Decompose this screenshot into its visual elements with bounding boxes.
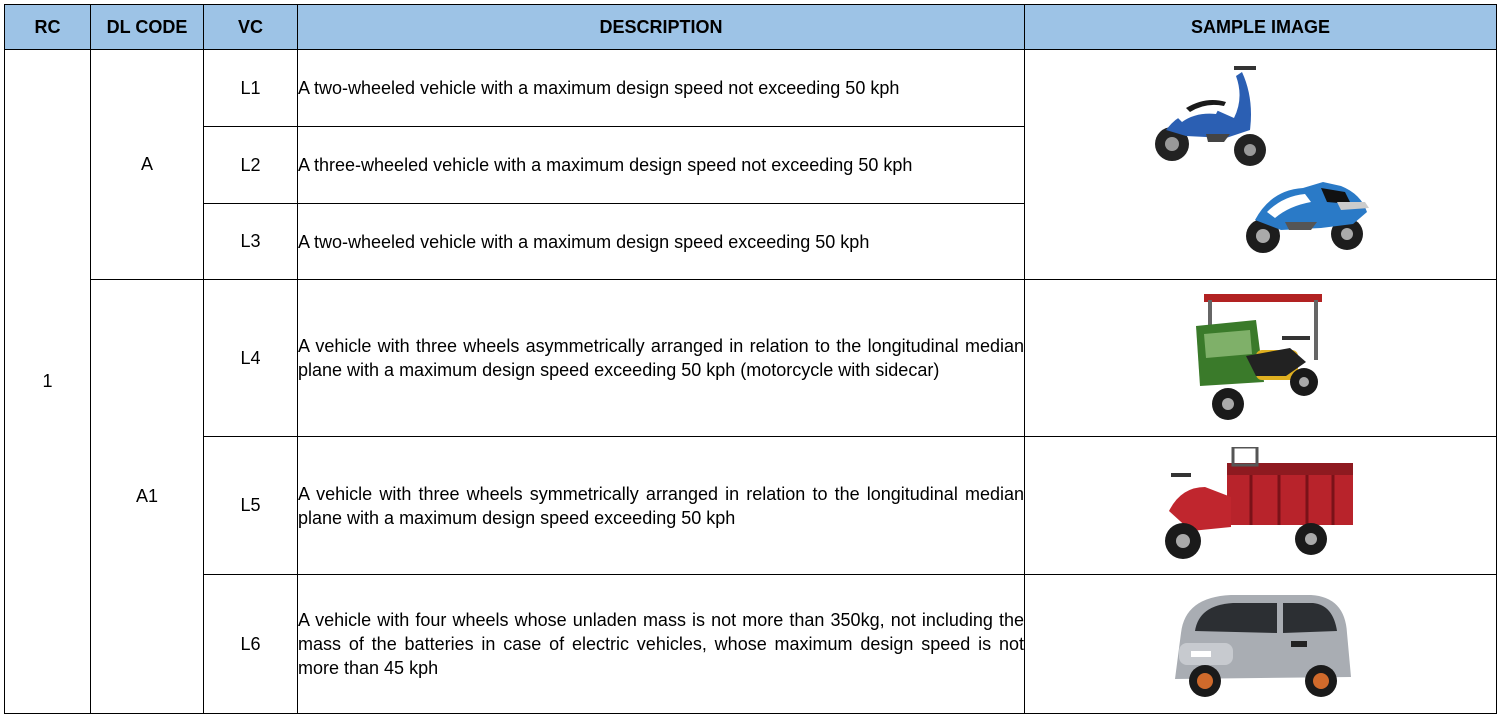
header-dl-code: DL CODE — [91, 5, 204, 50]
cargo-tricycle-icon — [1161, 447, 1361, 565]
vc-cell: L6 — [204, 575, 298, 714]
vc-cell: L4 — [204, 280, 298, 437]
sport-motorcycle-icon — [1241, 172, 1371, 258]
description-cell: A vehicle with three wheels symmetrically arranged in relation to the longitudinal median plane with a maximum design speed exceeding 50 kph — [298, 437, 1025, 575]
description-cell: A three-wheeled vehicle with a maximum design speed not exceeding 50 kph — [298, 127, 1025, 204]
sample-image-cell — [1025, 50, 1497, 280]
sample-image-cell — [1025, 437, 1497, 575]
sample-image-cell — [1025, 280, 1497, 437]
motorcycle-sidecar-icon — [1186, 290, 1336, 424]
vc-cell: L5 — [204, 437, 298, 575]
table-row — [5, 437, 1497, 575]
scooter-icon — [1146, 58, 1276, 170]
sample-image-cell — [1025, 575, 1497, 714]
dl-code-cell: A — [91, 50, 204, 280]
header-vc: VC — [204, 5, 298, 50]
header-description: DESCRIPTION — [298, 5, 1025, 50]
vc-cell: L2 — [204, 127, 298, 204]
description-cell: A two-wheeled vehicle with a maximum design speed exceeding 50 kph — [298, 204, 1025, 280]
table-row — [5, 575, 1497, 714]
table-row — [5, 280, 1497, 437]
vc-cell: L1 — [204, 50, 298, 127]
description-cell: A vehicle with three wheels asymmetrically arranged in relation to the longitudinal median plane with a maximum design speed exceeding 50 kph (motorcycle with sidecar) — [298, 280, 1025, 437]
rc-cell: 1 — [5, 50, 91, 714]
header-rc: RC — [5, 5, 91, 50]
header-sample-image: SAMPLE IMAGE — [1025, 5, 1497, 50]
table-row — [5, 50, 1497, 127]
vehicle-classification-table — [4, 4, 1497, 714]
description-cell: A vehicle with four wheels whose unladen mass is not more than 350kg, not including the mass of the batteries in case of electric vehicles, whose maximum design speed is not more than 45 kph — [298, 575, 1025, 714]
dl-code-cell: A1 — [91, 280, 204, 714]
microcar-icon — [1161, 587, 1361, 701]
header-row — [5, 5, 1497, 50]
vc-cell: L3 — [204, 204, 298, 280]
description-cell: A two-wheeled vehicle with a maximum design speed not exceeding 50 kph — [298, 50, 1025, 127]
